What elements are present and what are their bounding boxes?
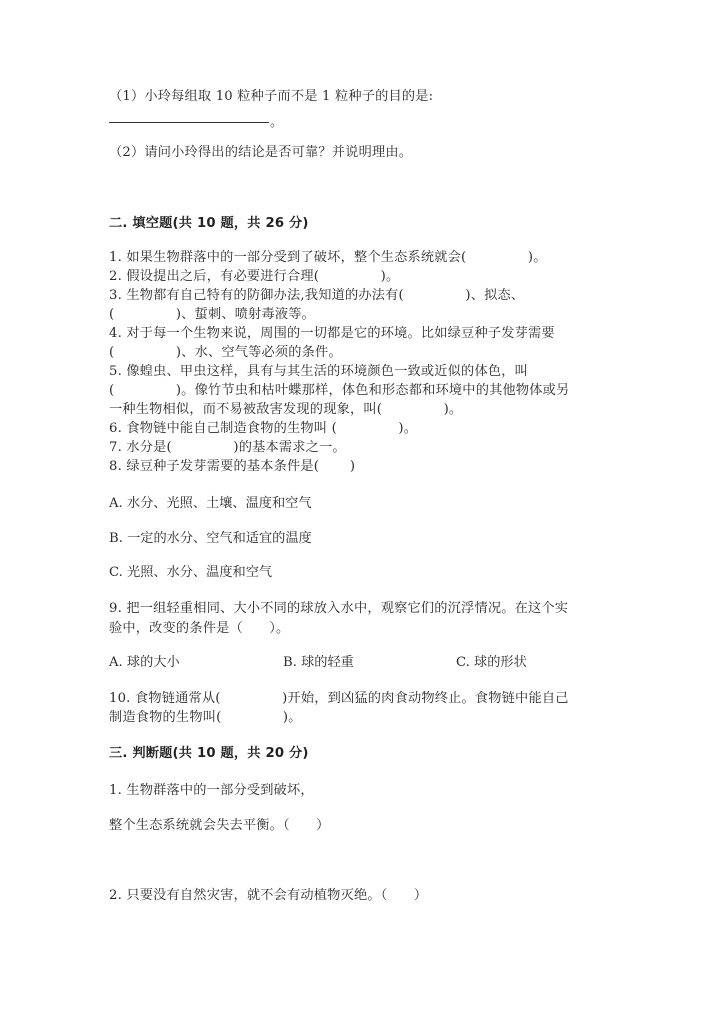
answer-blank-line bbox=[109, 122, 269, 123]
subquestion-2: （2）请问小玲得出的结论是否可靠？并说明理由。 bbox=[109, 145, 413, 160]
judge-q1-line1: 1. 生物群落中的一部分受到破坏， bbox=[109, 783, 314, 798]
judge-q2: 2. 只要没有自然灾害，就不会有动植物灭绝。（ ） bbox=[109, 888, 428, 903]
fill-q4-line2: ( )、水、空气等必须的条件。 bbox=[109, 345, 342, 360]
subquestion-1: （1）小玲每组取 10 粒种子而不是 1 粒种子的目的是: bbox=[109, 89, 434, 104]
fill-q5-line1: 5. 像蝗虫、甲虫这样，具有与其生活的环境颜色一致或近似的体色，叫 bbox=[109, 364, 528, 379]
q8-option-a: A. 水分、光照、土壤、温度和空气 bbox=[109, 496, 312, 511]
q8-option-b: B. 一定的水分、空气和适宜的温度 bbox=[109, 531, 312, 546]
fill-q6: 6. 食物链中能自己制造食物的生物叫 ( )。 bbox=[109, 421, 418, 436]
q9-option-b: B. 球的轻重 bbox=[283, 655, 354, 670]
fill-q4-line1: 4. 对于每一个生物来说，周围的一切都是它的环境。比如绿豆种子发芽需要 bbox=[109, 326, 555, 341]
judge-q1-line2: 整个生态系统就会失去平衡。（ ） bbox=[109, 818, 330, 833]
fill-q5-line3: 一种生物相似，而不易被敌害发现的现象，叫( )。 bbox=[109, 402, 463, 417]
q8-option-c: C. 光照、水分、温度和空气 bbox=[109, 565, 273, 580]
fill-q3-line2: ( )、蜇刺、喷射毒液等。 bbox=[109, 307, 316, 322]
fill-q9-line1: 9. 把一组轻重相同、大小不同的球放入水中，观察它们的沉浮情况。在这个实 bbox=[109, 601, 569, 616]
fill-q10-line1: 10. 食物链通常从( )开始，到凶猛的肉食动物终止。食物链中能自己 bbox=[109, 691, 569, 706]
fill-q5-line2: ( )。像竹节虫和枯叶蝶那样，体色和形态都和环境中的其他物体或另 bbox=[109, 383, 570, 398]
section-3-heading: 三. 判断题(共 10 题，共 20 分) bbox=[109, 746, 309, 761]
fill-q1: 1. 如果生物群落中的一部分受到了破坏，整个生态系统就会( )。 bbox=[109, 250, 547, 265]
fill-q8: 8. 绿豆种子发芽需要的基本条件是( ) bbox=[109, 459, 356, 474]
fill-q3-line1: 3. 生物都有自己特有的防御办法,我知道的办法有( )、拟态、 bbox=[109, 288, 525, 303]
fill-q9-line2: 验中，改变的条件是（ ）。 bbox=[109, 621, 290, 636]
q9-option-c: C. 球的形状 bbox=[456, 655, 527, 670]
fill-q2: 2. 假设提出之后，有必要进行合理( )。 bbox=[109, 269, 400, 284]
subquestion-1-period: 。 bbox=[270, 115, 284, 130]
fill-q10-line2: 制造食物的生物叫( )。 bbox=[109, 710, 302, 725]
q9-option-a: A. 球的大小 bbox=[109, 655, 180, 670]
section-2-heading: 二. 填空题(共 10 题，共 26 分) bbox=[109, 216, 309, 231]
fill-q7: 7. 水分是( )的基本需求之一。 bbox=[109, 440, 346, 455]
